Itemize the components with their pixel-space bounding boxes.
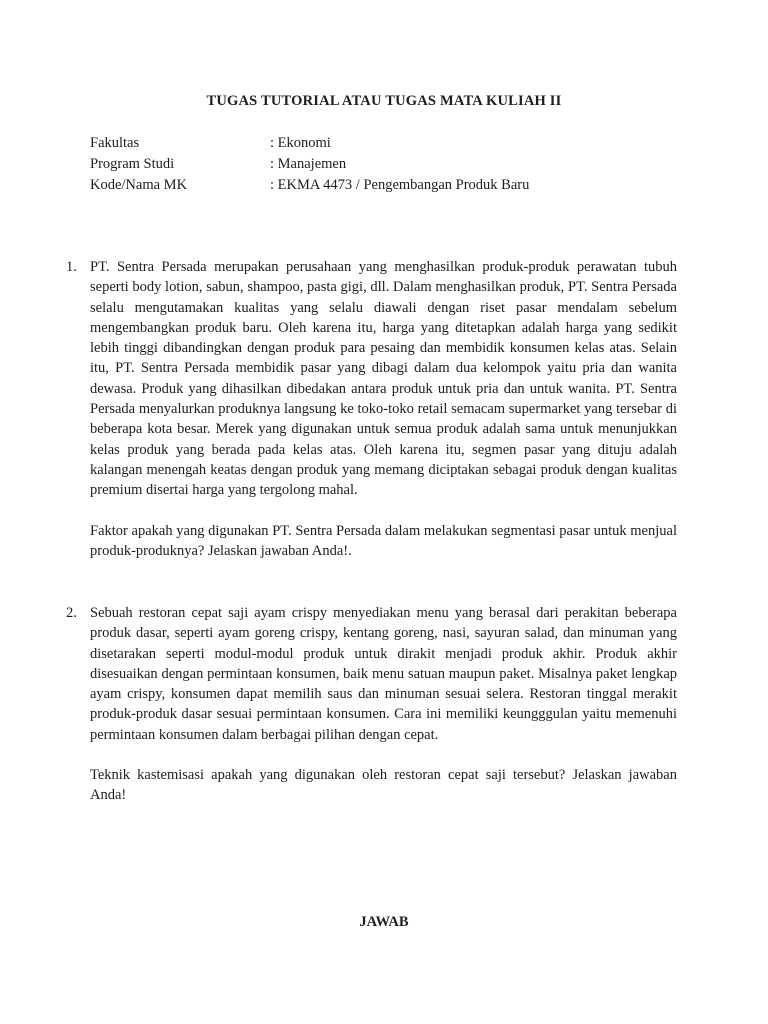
meta-label: Kode/Nama MK	[90, 177, 188, 193]
question-paragraph: Faktor apakah yang digunakan PT. Sentra Persada dalam melakukan segmentasi pasar untuk menjual produk-produknya? Jelaskan jawaban Anda!.	[90, 522, 677, 559]
meta-row-fakultas	[90, 133, 529, 154]
meta-row-program-studi	[90, 154, 529, 175]
meta-value: : Ekonomi	[270, 135, 331, 151]
question-1	[66, 257, 677, 561]
meta-value: : EKMA 4473 / Pengembangan Produk Baru	[270, 177, 530, 193]
question-paragraph: Teknik kastemisasi apakah yang digunakan oleh restoran cepat saji tersebut? Jelaskan jawaban Anda!	[90, 767, 677, 804]
meta-row-kode-mk	[90, 175, 529, 196]
meta-label: Program Studi	[90, 156, 175, 172]
meta-value: : Manajemen	[270, 156, 347, 172]
meta-label: Fakultas	[90, 135, 140, 151]
question-number: 1.	[66, 259, 77, 275]
question-content	[90, 603, 677, 806]
question-content	[90, 257, 677, 561]
list-item	[66, 257, 677, 561]
list-item	[66, 603, 677, 806]
page-title: TUGAS TUTORIAL ATAU TUGAS MATA KULIAH II	[206, 93, 562, 109]
answer-heading: JAWAB	[359, 914, 409, 930]
course-info	[90, 133, 529, 196]
case-paragraph: PT. Sentra Persada merupakan perusahaan yang menghasilkan produk-produk perawatan tubuh seperti body lotion, sabun, shampoo, pasta gigi, dll. Dalam menghasilkan produk, PT. Sentra Persada selalu mengutamakan kualitas yang selalu diawali dengan riset pasar mendalam sebelum mengembangkan produk baru. Oleh karena itu, harga yang ditetapkan adalah harga yang sedikit lebih tinggi dibandingkan dengan produk para pesaing dan membidik konsumen kelas atas. Selain itu, PT. Sentra Persada membidik pasar yang dibagi dalam dua kelompok yaitu pria dan wanita dewasa. Produk yang dihasilkan dibedakan antara produk untuk pria dan untuk wanita. PT. Sentra Persada menyalurkan produknya langsung ke toko-toko retail semacam supermarket yang tersebar di beberapa kota besar. Merek yang digunakan untuk semua produk adalah sama untuk menunjukkan kelas produk yang berada pada kelas atas. Oleh karena itu, segmen pasar yang dituju adalah kalangan menengah keatas dengan produk yang memang diciptakan sebagai produk dengan kualitas premium disertai harga yang tergolong mahal.	[90, 259, 677, 499]
question-2	[66, 603, 677, 806]
case-paragraph: Sebuah restoran cepat saji ayam crispy menyediakan menu yang berasal dari perakitan beberapa produk dasar, seperti ayam goreng crispy, kentang goreng, nasi, sayuran salad, dan minuman yang disetarakan seperti modul-modul produk untuk dirakit menjadi produk akhir. Produk akhir disesuaikan dengan permintaan konsumen, baik menu satuan maupun paket. Misalnya paket lengkap ayam crispy, konsumen dapat memilih saus dan minuman sesuai selera. Restoran tinggal merakit produk-produk dasar sesuai permintaan konsumen. Cara ini memiliki keungggulan yaitu memenuhi permintaan konsumen dalam berbagai pilihan dengan cepat.	[90, 605, 677, 743]
question-number: 2.	[66, 605, 77, 621]
